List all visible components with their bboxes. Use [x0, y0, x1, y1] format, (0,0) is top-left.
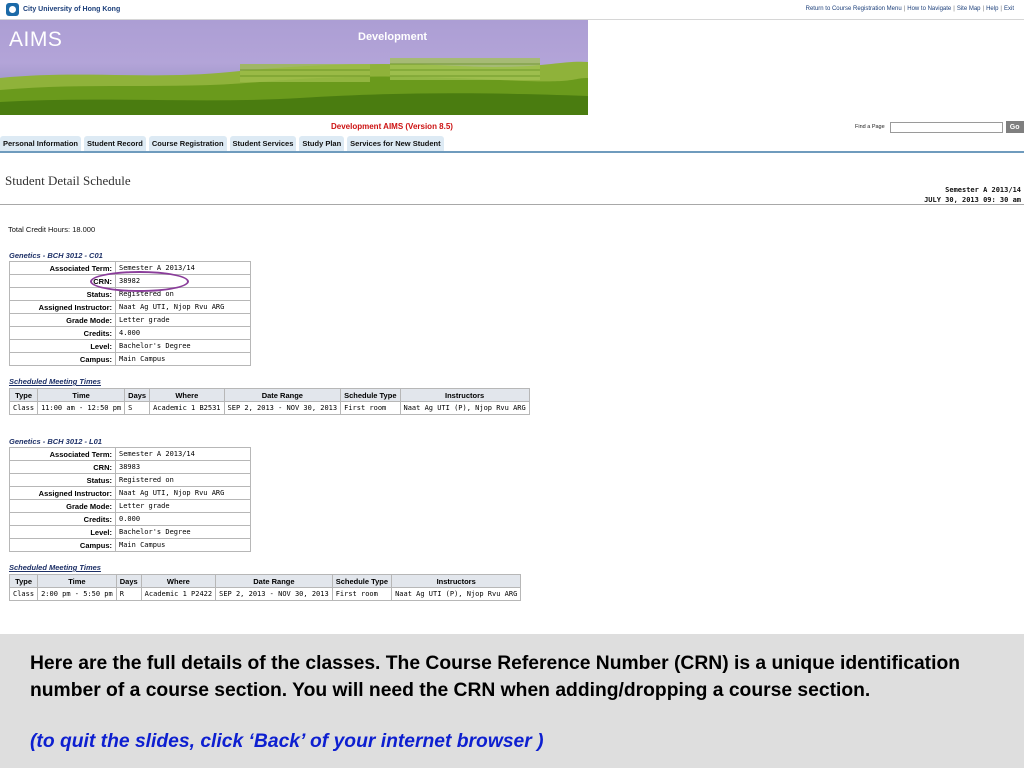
grade-mode-label: Grade Mode:	[10, 314, 116, 327]
term-label: Associated Term:	[10, 262, 116, 275]
col-type: Type	[10, 575, 38, 588]
semester-info	[924, 185, 1021, 205]
cell-days: R	[116, 588, 141, 601]
course-title: Genetics - BCH 3012 - L01	[9, 437, 102, 446]
table-row	[10, 353, 251, 366]
cell-date-range: SEP 2, 2013 - NOV 30, 2013	[216, 588, 333, 601]
col-type: Type	[10, 389, 38, 402]
col-time: Time	[38, 575, 117, 588]
slide-caption	[0, 634, 1024, 768]
cell-type: Class	[10, 402, 38, 415]
caption-text: Here are the full details of the classes. The Course Reference Number (CRN) is a unique identification number of a course section. You will need the CRN when adding/dropping a course section.	[30, 653, 961, 701]
table-row	[10, 539, 251, 552]
total-credit-hours: Total Credit Hours: 18.000	[8, 225, 96, 234]
cell-instructors: Naat Ag UTI (P), Njop Rvu ARG	[400, 402, 529, 415]
university-name: City University of Hong Kong	[23, 6, 121, 13]
col-time: Time	[38, 389, 125, 402]
main-nav-tabs	[0, 136, 444, 151]
table-row	[10, 314, 251, 327]
campus-value: Main Campus	[116, 539, 251, 552]
status-label: Status:	[10, 288, 116, 301]
link-exit[interactable]: Exit	[1003, 6, 1014, 12]
tab-course-registration[interactable]: Course Registration	[149, 136, 227, 151]
campus-value: Main Campus	[116, 353, 251, 366]
link-help[interactable]: Help	[986, 6, 999, 12]
crn-highlight-circle	[90, 271, 189, 292]
term-value: Semester A 2013/14	[116, 262, 251, 275]
page-title: Student Detail Schedule	[5, 173, 131, 188]
table-row	[10, 340, 251, 353]
grade-mode-value: Letter grade	[116, 314, 251, 327]
cell-schedule-type: First room	[332, 588, 391, 601]
meeting-times-table	[9, 574, 521, 601]
col-schedule-type: Schedule Type	[332, 575, 391, 588]
cell-time: 2:00 pm - 5:50 pm	[38, 588, 117, 601]
crn-label: CRN:	[10, 461, 116, 474]
crn-label: CRN:	[10, 275, 116, 288]
banner-landscape-image	[0, 20, 588, 115]
link-return-course-registration[interactable]: Return to Course Registration Menu	[805, 6, 902, 12]
col-schedule-type: Schedule Type	[341, 389, 400, 402]
tab-personal-information[interactable]: Personal Information	[0, 136, 81, 151]
credits-value: 4.000	[116, 327, 251, 340]
grade-mode-label: Grade Mode:	[10, 500, 116, 513]
top-utility-bar	[0, 0, 1024, 20]
status-value: Registered on	[116, 474, 251, 487]
find-page-input[interactable]	[890, 122, 1003, 133]
campus-label: Campus:	[10, 539, 116, 552]
aims-banner	[0, 20, 588, 115]
table-row	[10, 402, 530, 415]
col-days: Days	[125, 389, 150, 402]
credits-label: Credits:	[10, 513, 116, 526]
caption-note: (to quit the slides, click ‘Back’ of your internet browser )	[30, 731, 544, 752]
col-days: Days	[116, 575, 141, 588]
tab-study-plan[interactable]: Study Plan	[299, 136, 344, 151]
table-row	[10, 448, 251, 461]
link-how-to-navigate[interactable]: How to Navigate	[907, 6, 952, 12]
cell-days: S	[125, 402, 150, 415]
crn-value: 38982	[116, 275, 251, 288]
cell-instructors: Naat Ag UTI (P), Njop Rvu ARG	[392, 588, 521, 601]
find-a-page	[855, 121, 1024, 133]
table-row	[10, 526, 251, 539]
term-label: Associated Term:	[10, 448, 116, 461]
col-instructors: Instructors	[400, 389, 529, 402]
title-divider	[0, 204, 1024, 205]
campus-label: Campus:	[10, 353, 116, 366]
table-row	[10, 500, 251, 513]
instructor-label: Assigned Instructor:	[10, 301, 116, 314]
top-links: Return to Course Registration Menu | How to Navigate | Site Map | Help | Exit	[805, 6, 1014, 12]
instructor-label: Assigned Instructor:	[10, 487, 116, 500]
cell-date-range: SEP 2, 2013 - NOV 30, 2013	[224, 402, 341, 415]
term-value: Semester A 2013/14	[116, 448, 251, 461]
status-label: Status:	[10, 474, 116, 487]
table-row	[10, 474, 251, 487]
status-value: Registered on	[116, 288, 251, 301]
datetime-label: JULY 30, 2013 09: 30 am	[924, 196, 1021, 204]
table-row	[10, 327, 251, 340]
go-button[interactable]: Go	[1006, 121, 1024, 133]
nav-divider	[0, 151, 1024, 153]
university-logo[interactable]	[6, 3, 120, 16]
tab-student-record[interactable]: Student Record	[84, 136, 146, 151]
instructor-value: Naat Ag UTI, Njop Rvu ARG	[116, 301, 251, 314]
level-value: Bachelor's Degree	[116, 526, 251, 539]
level-label: Level:	[10, 526, 116, 539]
col-instructors: Instructors	[392, 575, 521, 588]
tab-student-services[interactable]: Student Services	[230, 136, 297, 151]
scheduled-meeting-times-title: Scheduled Meeting Times	[9, 377, 101, 386]
col-date-range: Date Range	[216, 575, 333, 588]
level-value: Bachelor's Degree	[116, 340, 251, 353]
find-page-label: Find a Page	[855, 124, 885, 130]
meeting-times-table	[9, 388, 530, 415]
cell-schedule-type: First room	[341, 402, 400, 415]
course-title: Genetics - BCH 3012 - C01	[9, 251, 103, 260]
link-site-map[interactable]: Site Map	[956, 6, 981, 12]
environment-label: Development	[358, 31, 428, 43]
col-where: Where	[150, 389, 224, 402]
course-info-table	[9, 447, 251, 552]
crn-value: 38983	[116, 461, 251, 474]
cell-type: Class	[10, 588, 38, 601]
grade-mode-value: Letter grade	[116, 500, 251, 513]
table-row	[10, 461, 251, 474]
scheduled-meeting-times-title: Scheduled Meeting Times	[9, 563, 101, 572]
level-label: Level:	[10, 340, 116, 353]
version-label: Development AIMS (Version 8.5)	[331, 122, 453, 131]
cell-where: Academic 1 P2422	[141, 588, 215, 601]
instructor-value: Naat Ag UTI, Njop Rvu ARG	[116, 487, 251, 500]
table-header-row	[10, 575, 521, 588]
table-row	[10, 588, 521, 601]
cell-where: Academic 1 B2531	[150, 402, 224, 415]
col-where: Where	[141, 575, 215, 588]
col-date-range: Date Range	[224, 389, 341, 402]
university-logo-icon	[6, 3, 19, 16]
table-header-row	[10, 389, 530, 402]
table-row	[10, 301, 251, 314]
tab-services-new-student[interactable]: Services for New Student	[347, 136, 443, 151]
credits-value: 0.000	[116, 513, 251, 526]
app-title: AIMS	[9, 28, 63, 51]
semester-label: Semester A 2013/14	[945, 186, 1021, 194]
table-row	[10, 487, 251, 500]
credits-label: Credits:	[10, 327, 116, 340]
table-row	[10, 513, 251, 526]
cell-time: 11:00 am - 12:50 pm	[38, 402, 125, 415]
